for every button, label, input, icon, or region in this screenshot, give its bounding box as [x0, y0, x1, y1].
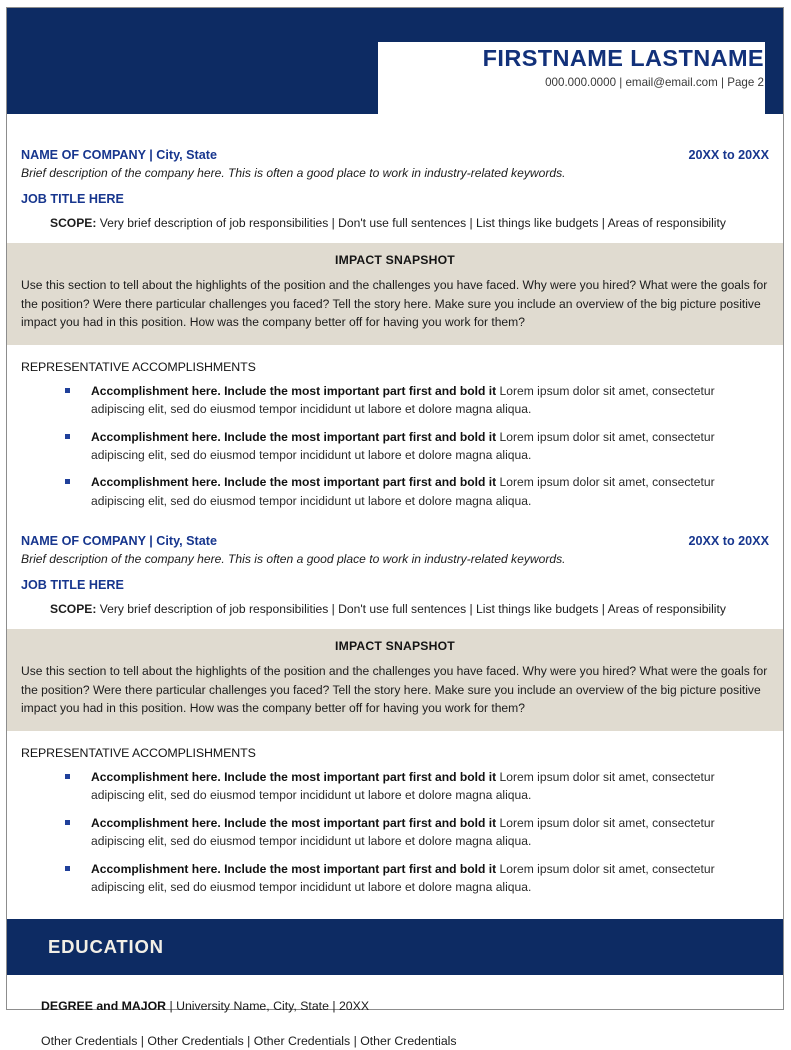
square-bullet-icon	[65, 479, 70, 484]
degree-line	[41, 997, 769, 1015]
credentials-line: Other Credentials | Other Credentials | Other Credentials | Other Credentials	[41, 1034, 457, 1049]
company-name: NAME OF COMPANY | City, State	[21, 148, 217, 162]
list-item	[65, 428, 769, 465]
accomplishment-lead: Accomplishment here. Include the most important part first and bold it	[91, 770, 497, 784]
accomplishment-detail: Lorem ipsum dolor sit amet, consectetur adipiscing elit, sed do eiusmod tempor incididunt ut labore et dolore magna aliqua.	[91, 815, 715, 849]
accomplishments-heading: REPRESENTATIVE ACCOMPLISHMENTS	[21, 359, 256, 374]
header-identity-block	[404, 44, 764, 91]
degree-institution: | University Name, City, State | 20XX	[166, 999, 370, 1014]
degree-major: DEGREE and MAJOR	[41, 999, 167, 1014]
company-description: Brief description of the company here. This is often a good place to work in industry-related keywords.	[21, 166, 566, 180]
accomplishment-lead: Accomplishment here. Include the most important part first and bold it	[91, 383, 497, 398]
scope-label: SCOPE:	[50, 602, 97, 617]
accomplishment-detail: Lorem ipsum dolor sit amet, consectetur adipiscing elit, sed do eiusmod tempor incididunt ut labore et dolore magna aliqua.	[91, 475, 715, 508]
company-description: Brief description of the company here. This is often a good place to work in industry-related keywords.	[21, 552, 566, 567]
square-bullet-icon	[65, 820, 70, 825]
job-title: JOB TITLE HERE	[21, 578, 124, 593]
employment-dates: 20XX to 20XX	[688, 148, 769, 162]
education-section-title: EDUCATION	[48, 936, 164, 958]
job-header-row	[21, 533, 769, 549]
square-bullet-icon	[65, 774, 70, 779]
accomplishments-section	[7, 744, 783, 896]
scope-line	[21, 601, 769, 618]
accomplishments-heading: REPRESENTATIVE ACCOMPLISHMENTS	[21, 746, 256, 760]
list-item	[65, 768, 769, 805]
education-section-band	[7, 919, 783, 975]
scope-label: SCOPE:	[50, 216, 97, 230]
accomplishment-detail: Lorem ipsum dolor sit amet, consectetur adipiscing elit, sed do eiusmod tempor incididunt ut labore et dolore magna aliqua.	[91, 861, 715, 895]
contact-line: 000.000.0000 | email@email.com | Page 2	[545, 76, 764, 89]
accomplishment-detail: Lorem ipsum dolor sit amet, consectetur adipiscing elit, sed do eiusmod tempor incididunt ut labore et dolore magna aliqua.	[91, 383, 715, 417]
employment-dates: 20XX to 20XX	[688, 534, 769, 549]
square-bullet-icon	[65, 388, 70, 393]
list-item	[65, 860, 769, 897]
list-item	[65, 382, 769, 419]
impact-snapshot-title: IMPACT SNAPSHOT	[335, 639, 455, 654]
impact-snapshot-body: Use this section to tell about the highlights of the position and the challenges you have faced. Why were you hired? What were the goals for the position? Were there particular challenges you faced? Tell the story here. Make sure you include an overview of the big picture positive impact you had in this position. How was the company better off for having you work for them?	[21, 278, 768, 330]
education-details	[7, 975, 783, 1050]
job-entry	[7, 510, 783, 618]
scope-line	[21, 215, 769, 232]
scope-text: Very brief description of job responsibilities | Don't use full sentences | List things like budgets | Areas of responsibility	[96, 602, 726, 617]
square-bullet-icon	[65, 434, 70, 439]
candidate-name: FIRSTNAME LASTNAME	[482, 45, 764, 71]
scope-text: Very brief description of job responsibilities | Don't use full sentences | List things like budgets | Areas of responsibility	[96, 216, 726, 230]
accomplishments-list	[21, 382, 769, 510]
job-title: JOB TITLE HERE	[21, 192, 124, 206]
accomplishment-lead: Accomplishment here. Include the most important part first and bold it	[91, 861, 497, 876]
job-entry	[7, 114, 783, 232]
list-item	[65, 814, 769, 851]
accomplishment-lead: Accomplishment here. Include the most important part first and bold it	[91, 815, 497, 830]
impact-snapshot-band	[7, 629, 783, 731]
impact-snapshot-body: Use this section to tell about the highlights of the position and the challenges you have faced. Why were you hired? What were the goals for the position? Were there particular challenges you faced? Tell the story here. Make sure you include an overview of the big picture positive impact you had in this position. How was the company better off for having you work for them?	[21, 664, 768, 716]
job-header-row	[21, 147, 769, 163]
accomplishments-list	[21, 768, 769, 896]
impact-snapshot-band	[7, 243, 783, 345]
accomplishment-lead: Accomplishment here. Include the most important part first and bold it	[91, 475, 497, 490]
accomplishment-detail: Lorem ipsum dolor sit amet, consectetur adipiscing elit, sed do eiusmod tempor incididunt ut labore et dolore magna aliqua.	[91, 770, 715, 803]
accomplishments-section	[7, 358, 783, 510]
square-bullet-icon	[65, 866, 70, 871]
list-item	[65, 473, 769, 510]
page-header	[7, 8, 783, 114]
company-name: NAME OF COMPANY | City, State	[21, 534, 217, 549]
accomplishment-detail: Lorem ipsum dolor sit amet, consectetur adipiscing elit, sed do eiusmod tempor incididunt ut labore et dolore magna aliqua.	[91, 429, 715, 462]
accomplishment-lead: Accomplishment here. Include the most important part first and bold it	[91, 429, 497, 444]
resume-body	[7, 114, 783, 1050]
impact-snapshot-title: IMPACT SNAPSHOT	[335, 253, 455, 267]
